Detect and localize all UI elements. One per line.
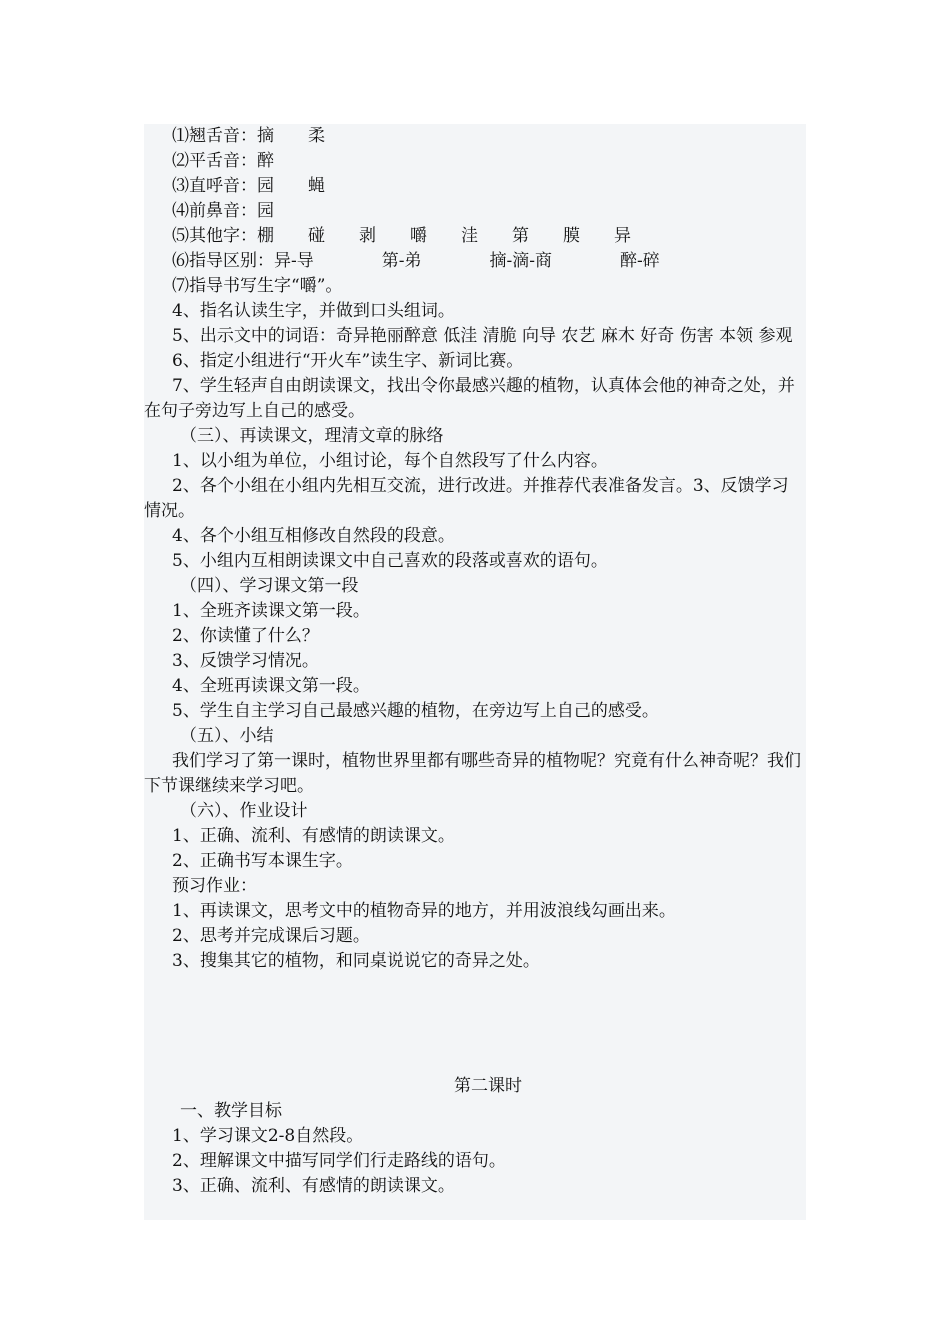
text-line: 我们学习了第一课时，植物世界里都有哪些奇异的植物呢？究竟有什么神奇呢？我们下节课继续来学习吧。 — [144, 751, 801, 796]
text-line: 预习作业： — [172, 876, 257, 896]
text-line: 4、指名认读生字，并做到口头组词。 — [172, 301, 455, 321]
document-body — [144, 124, 804, 1199]
text-line: ⑺指导书写生字“嚼”。 — [172, 276, 343, 296]
text-line: 4、各个小组互相修改自然段的段意。 — [172, 526, 455, 546]
text-line: 1、学习课文2-8自然段。 — [172, 1126, 364, 1146]
text-line: 3、反馈学习情况。 — [172, 651, 319, 671]
text-line: 3、正确、流利、有感情的朗读课文。 — [172, 1176, 455, 1196]
text-line: ⑸其他字：棚 碰 剥 嚼 洼 第 膜 异 — [172, 226, 631, 246]
text-line: ⑷前鼻音：园 — [172, 201, 274, 221]
text-line: 1、全班齐读课文第一段。 — [172, 601, 370, 621]
text-line: 一、教学目标 — [180, 1101, 282, 1121]
section-title: 第二课时 — [454, 1076, 522, 1096]
text-line: ⑴翘舌音：摘 柔 — [172, 126, 325, 146]
text-line: （四）、学习课文第一段 — [180, 576, 359, 596]
text-line: 5、学生自主学习自己最感兴趣的植物，在旁边写上自己的感受。 — [172, 701, 659, 721]
text-line: 6、指定小组进行“开火车”读生字、新词比赛。 — [172, 351, 524, 371]
text-line: 4、全班再读课文第一段。 — [172, 676, 370, 696]
text-line: 2、你读懂了什么？ — [172, 626, 319, 646]
text-line: ⑹指导区别：异-导 第-弟 摘-滴-商 醉-碎 — [172, 251, 660, 271]
text-line: 5、小组内互相朗读课文中自己喜欢的段落或喜欢的语句。 — [172, 551, 608, 571]
text-line: 2、理解课文中描写同学们行走路线的语句。 — [172, 1151, 506, 1171]
text-line: ⑶直呼音：园 蝇 — [172, 176, 325, 196]
first-lesson-section — [144, 124, 804, 974]
section-gap — [144, 974, 804, 1074]
text-line: （六）、作业设计 — [180, 801, 308, 821]
text-line: （五）、小结 — [180, 726, 274, 746]
text-line: 2、正确书写本课生字。 — [172, 851, 353, 871]
text-line: 2、思考并完成课后习题。 — [172, 926, 370, 946]
text-line: 1、正确、流利、有感情的朗读课文。 — [172, 826, 455, 846]
second-lesson-section — [144, 1099, 804, 1199]
text-line: 2、各个小组在小组内先相互交流，进行改进。并推荐代表准备发言。3、反馈学习情况。 — [144, 476, 789, 521]
text-line: （三）、再读课文，理清文章的脉络 — [180, 426, 444, 446]
text-line: 1、再读课文，思考文中的植物奇异的地方，并用波浪线勾画出来。 — [172, 901, 676, 921]
text-line: 1、以小组为单位，小组讨论，每个自然段写了什么内容。 — [172, 451, 608, 471]
text-line: ⑵平舌音：醉 — [172, 151, 274, 171]
text-line: 7、学生轻声自由朗读课文，找出令你最感兴趣的植物，认真体会他的神奇之处，并在句子旁边写上自己的感受。 — [144, 376, 795, 421]
text-line: 5、出示文中的词语：奇异艳丽醉意 低洼 清脆 向导 农艺 麻木 好奇 伤害 本领 参观 — [172, 326, 793, 346]
text-line: 3、搜集其它的植物，和同桌说说它的奇异之处。 — [172, 951, 540, 971]
